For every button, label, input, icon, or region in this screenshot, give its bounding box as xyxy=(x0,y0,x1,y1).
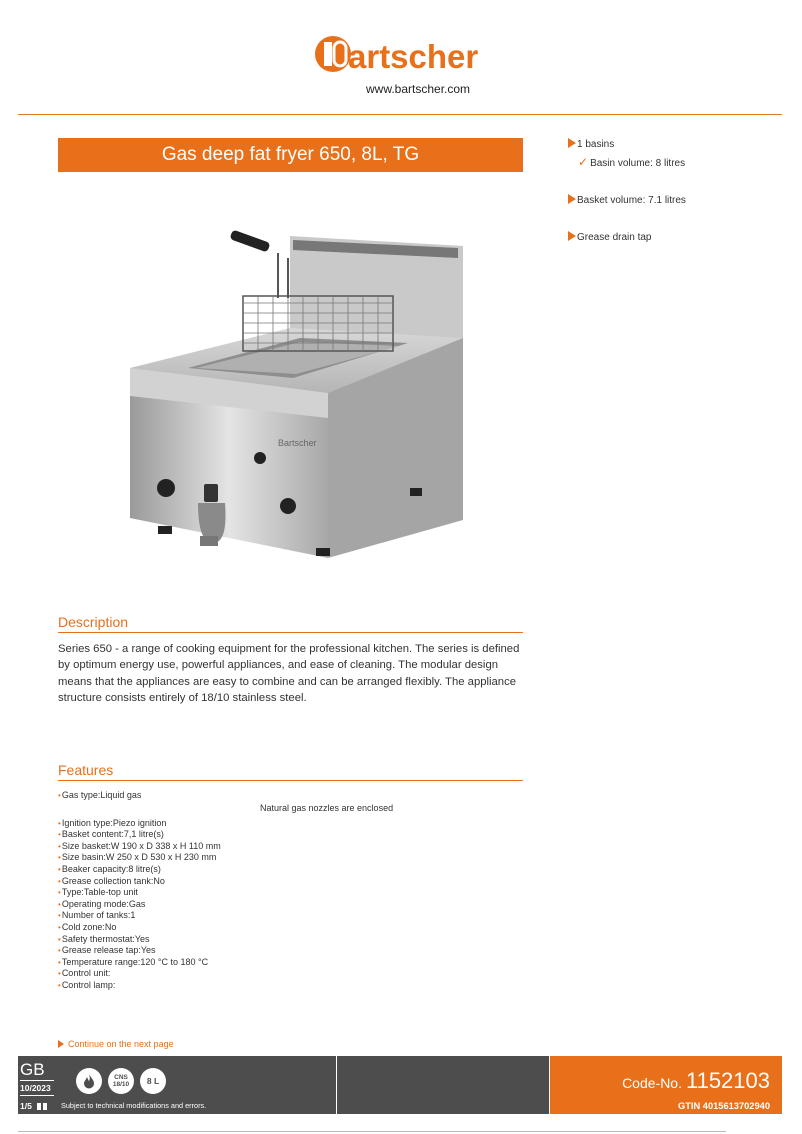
gtin-number: GTIN 4015613702940 xyxy=(677,1101,770,1111)
highlight-basins-text: 1 basins xyxy=(577,139,615,150)
feature-item-text: Size basket:W 190 x D 338 x H 110 mm xyxy=(61,840,221,851)
feature-item-text: Ignition type:Piezo ignition xyxy=(61,817,167,828)
bullet-icon: • xyxy=(58,911,61,921)
triangle-bullet-icon xyxy=(568,194,576,204)
product-title: Gas deep fat fryer 650, 8L, TG xyxy=(58,138,523,172)
feature-item-text: Operating mode:Gas xyxy=(61,898,146,909)
feature-item xyxy=(58,829,528,841)
website-link[interactable]: www.bartscher.com xyxy=(366,82,471,96)
feature-item xyxy=(58,818,528,830)
highlight-basket-volume-text: Basket volume: 7.1 litres xyxy=(577,195,686,206)
triangle-bullet-icon xyxy=(568,231,576,241)
highlight-drain-tap-text: Grease drain tap xyxy=(577,232,652,243)
feature-item-text: Safety thermostat:Yes xyxy=(61,933,150,944)
bullet-icon: • xyxy=(58,841,61,851)
cns-steel-badge xyxy=(108,1068,134,1094)
feature-item xyxy=(58,968,528,980)
feature-item xyxy=(58,957,528,969)
logo-text: artscher xyxy=(348,38,479,75)
feature-item-text: Size basin:W 250 x D 530 x H 230 mm xyxy=(61,852,217,863)
book-icon xyxy=(37,1103,47,1110)
feature-item xyxy=(58,841,528,853)
description-text: Series 650 - a range of cooking equipment for the professional kitchen. The series is defined by optimum energy use, powerful appliances, and ease of cleaning. The modular design means that the appliances are easy to combine and can be arranged flexibly. The appliance structure consists entirely of 18/10 stainless steel. xyxy=(58,643,520,705)
footer-middle-panel xyxy=(337,1056,549,1114)
cns-badge-bottom: 18/10 xyxy=(112,1081,130,1088)
feature-item xyxy=(58,899,528,911)
highlight-basket-volume xyxy=(568,194,686,206)
page-count xyxy=(20,1101,47,1111)
feature-item xyxy=(58,980,528,992)
svg-text:Bartscher: Bartscher xyxy=(278,438,317,448)
bullet-icon: • xyxy=(58,922,61,932)
feature-item xyxy=(58,876,528,888)
feature-item-text: Temperature range:120 °C to 180 °C xyxy=(61,956,209,967)
feature-item-text: Gas type:Liquid gas xyxy=(61,790,142,800)
bullet-icon: • xyxy=(58,957,61,967)
feature-item xyxy=(58,790,528,802)
bullet-icon: • xyxy=(58,853,61,863)
bullet-icon: • xyxy=(58,864,61,874)
bullet-icon: • xyxy=(58,876,61,886)
highlight-drain-tap xyxy=(568,231,652,243)
bottom-divider xyxy=(18,1131,726,1132)
feature-item-text: Beaker capacity:8 litre(s) xyxy=(61,863,161,874)
features-list xyxy=(58,790,528,992)
gas-flame-icon xyxy=(76,1068,102,1094)
feature-item xyxy=(58,945,528,957)
feature-item xyxy=(58,864,528,876)
description-heading: Description xyxy=(58,614,523,633)
feature-item-text: Grease collection tank:No xyxy=(61,875,165,886)
feature-item-text: Control unit: xyxy=(61,968,111,979)
product-image xyxy=(118,218,468,558)
checkmark-icon: ✓ xyxy=(578,155,589,169)
feature-item xyxy=(58,887,528,899)
bullet-icon: • xyxy=(58,980,61,990)
disclaimer-text: Subject to technical modifications and errors. xyxy=(61,1101,207,1110)
bullet-icon: • xyxy=(58,934,61,944)
bullet-icon: • xyxy=(58,888,61,898)
continue-text: Continue on the next page xyxy=(68,1039,174,1049)
feature-item-text: Type:Table-top unit xyxy=(61,887,138,898)
highlight-basin-volume-text: Basin volume: 8 litres xyxy=(590,158,686,169)
page-count-text: 1/5 xyxy=(20,1101,32,1111)
feature-item-text: Control lamp: xyxy=(61,979,116,990)
feature-item-text: Number of tanks:1 xyxy=(61,910,136,921)
feature-item-text: Basket content:7,1 litre(s) xyxy=(61,829,164,840)
bullet-icon: • xyxy=(58,830,61,840)
continue-link[interactable] xyxy=(58,1039,174,1049)
bullet-icon: • xyxy=(58,899,61,909)
feature-item xyxy=(58,910,528,922)
feature-item-text: Grease release tap:Yes xyxy=(61,945,156,956)
arrow-right-icon xyxy=(58,1040,64,1048)
code-label: Code-No. xyxy=(622,1075,682,1091)
bullet-icon: • xyxy=(58,946,61,956)
bartscher-logo xyxy=(312,26,492,84)
document-date: 10/2023 xyxy=(20,1080,54,1096)
cns-badge-top: CNS xyxy=(114,1074,128,1081)
code-value: 1152103 xyxy=(685,1068,770,1093)
features-heading: Features xyxy=(58,762,523,781)
feature-item xyxy=(58,934,528,946)
volume-badge: 8 L xyxy=(140,1068,166,1094)
code-number xyxy=(622,1068,770,1094)
language-code: GB xyxy=(20,1060,45,1079)
bullet-icon: • xyxy=(58,818,61,828)
triangle-bullet-icon xyxy=(568,138,576,148)
highlight-basins xyxy=(568,138,614,150)
bullet-icon: • xyxy=(58,791,61,800)
highlight-basin-volume xyxy=(578,155,685,169)
feature-item xyxy=(58,852,528,864)
feature-item xyxy=(58,922,528,934)
feature-item-text: Cold zone:No xyxy=(61,921,117,932)
header-divider xyxy=(18,114,782,115)
bullet-icon: • xyxy=(58,969,61,979)
gas-nozzle-note: Natural gas nozzles are enclosed xyxy=(260,803,394,813)
